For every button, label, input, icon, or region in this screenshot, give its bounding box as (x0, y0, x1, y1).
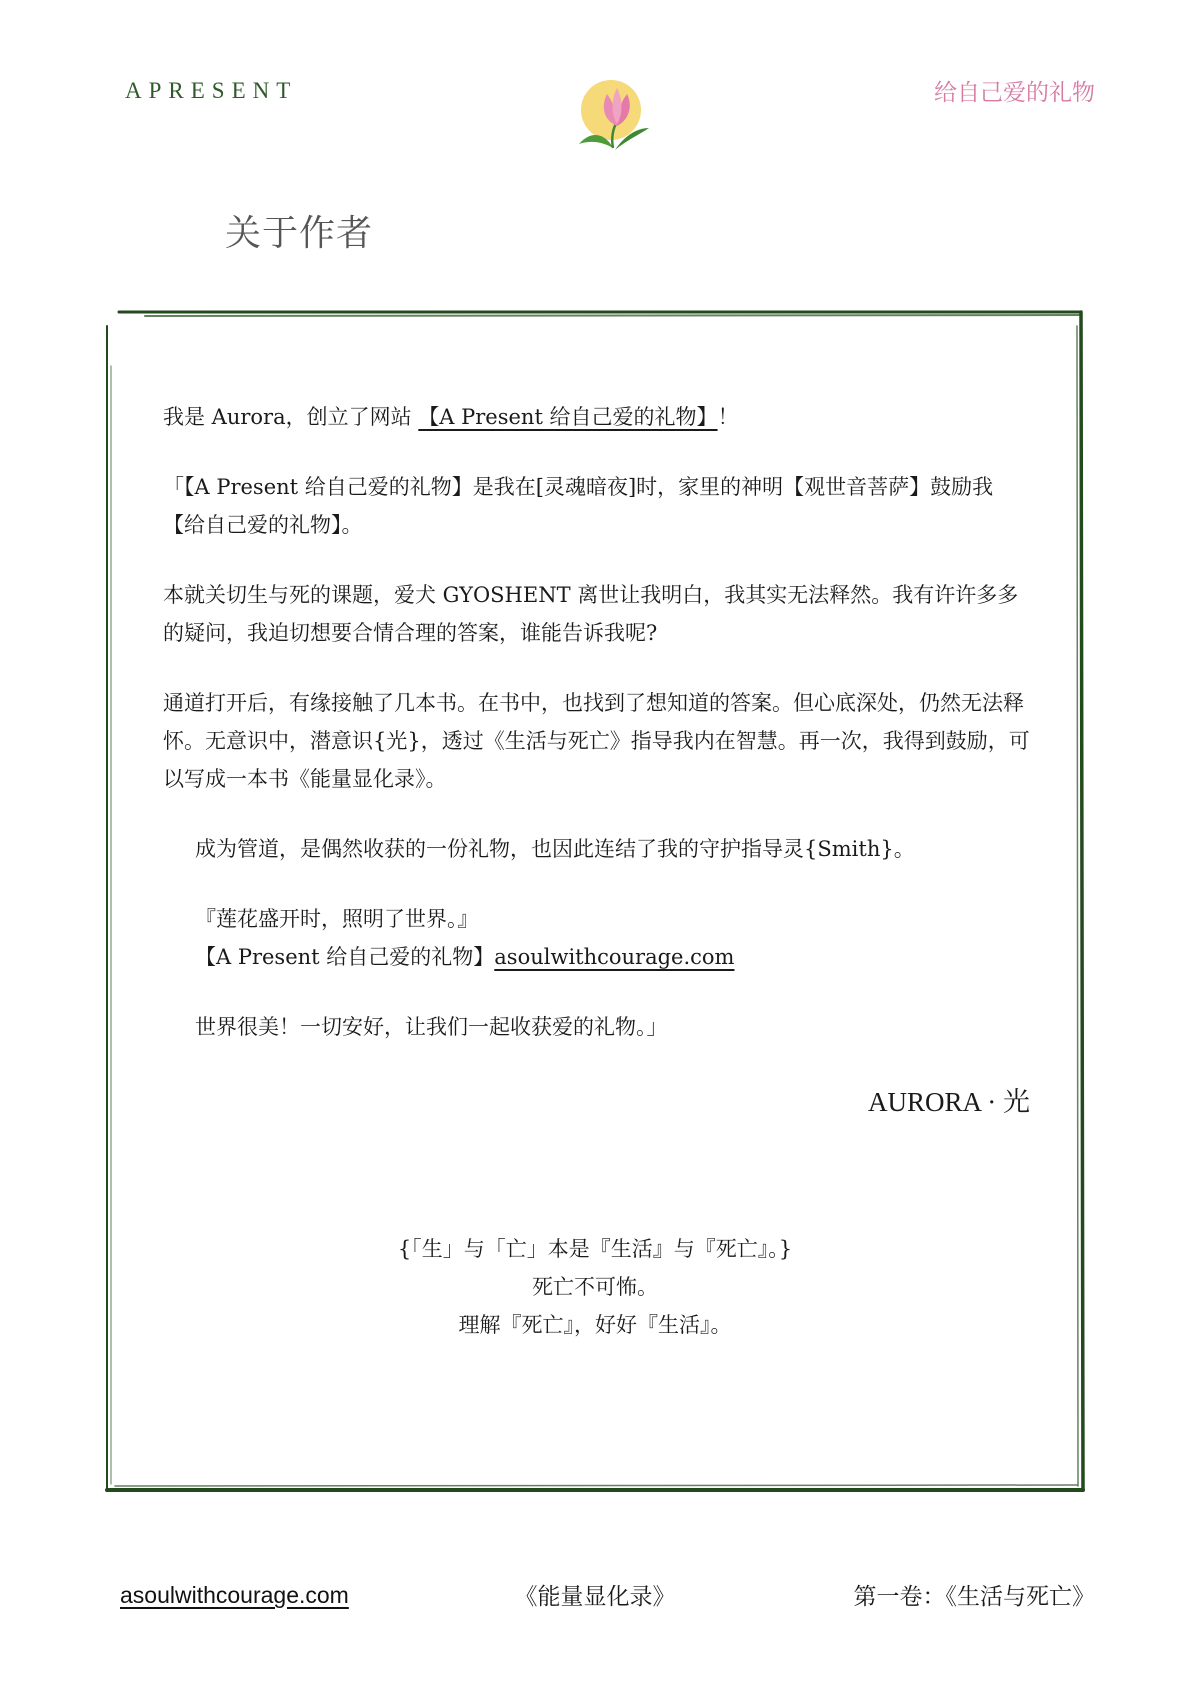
motto-line-1: {「生」与「亡」本是『生活』与『死亡』。} (397, 1237, 793, 1261)
lotus-sun-icon (573, 76, 657, 160)
intro-paragraph (163, 398, 1033, 436)
guide-paragraph: 成为管道，是偶然收获的一份礼物，也因此连结了我的守护指导灵{Smith}。 (195, 837, 915, 861)
motto-line-2: 死亡不可怖。 (532, 1275, 658, 1299)
lotus-quote: 『莲花盛开时，照明了世界。』 (195, 907, 479, 931)
closing-paragraph: 世界很美！一切安好，让我们一起收获爱的礼物。」 (195, 1015, 668, 1039)
site-tagline: 给自己爱的礼物 (934, 80, 1095, 106)
footer-url-link[interactable]: asoulwithcourage.com (120, 1582, 349, 1608)
intro-end: ！ (717, 405, 739, 429)
book-paragraph: 通道打开后，有缘接触了几本书。在书中，也找到了想知道的答案。但心底深处，仍然无法释怀。无意识中，潜意识{光}，透过《生活与死亡》指导我内在智慧。再一次，我得到鼓励，可以写成一本书《能量显化录》。 (163, 691, 1030, 791)
site-line (163, 938, 1033, 976)
site-line-text: 【A Present 给自己爱的礼物】 (195, 945, 495, 969)
question-paragraph: 本就关切生与死的课题，爱犬 GYOSHENT 离世让我明白，我其实无法释然。我有许许多多的疑问，我迫切想要合情合理的答案，谁能告诉我呢? (163, 583, 1019, 645)
footer-volume: 第一卷：《生活与死亡》 (853, 1584, 1095, 1610)
brand-name: APRESENT (125, 78, 298, 103)
motto-line-3: 理解『死亡』，好好『生活』。 (458, 1313, 732, 1337)
page-title: 关于作者 (225, 213, 374, 254)
site-name-link[interactable]: 【A Present 给自己爱的礼物】 (418, 405, 718, 429)
motto-block (105, 1230, 1085, 1344)
site-url-link[interactable]: asoulwithcourage.com (494, 945, 735, 969)
footer-book-title: 《能量显化录》 (514, 1584, 676, 1610)
origin-paragraph: 「【A Present 给自己爱的礼物】是我在[灵魂暗夜]时，家里的神明【观世音菩萨】鼓励我【给自己爱的礼物】。 (163, 475, 994, 537)
author-signature: AURORA · 光 (867, 1087, 1030, 1117)
intro-text: 我是 Aurora，创立了网站 (163, 405, 419, 429)
author-bio (163, 398, 1033, 1046)
